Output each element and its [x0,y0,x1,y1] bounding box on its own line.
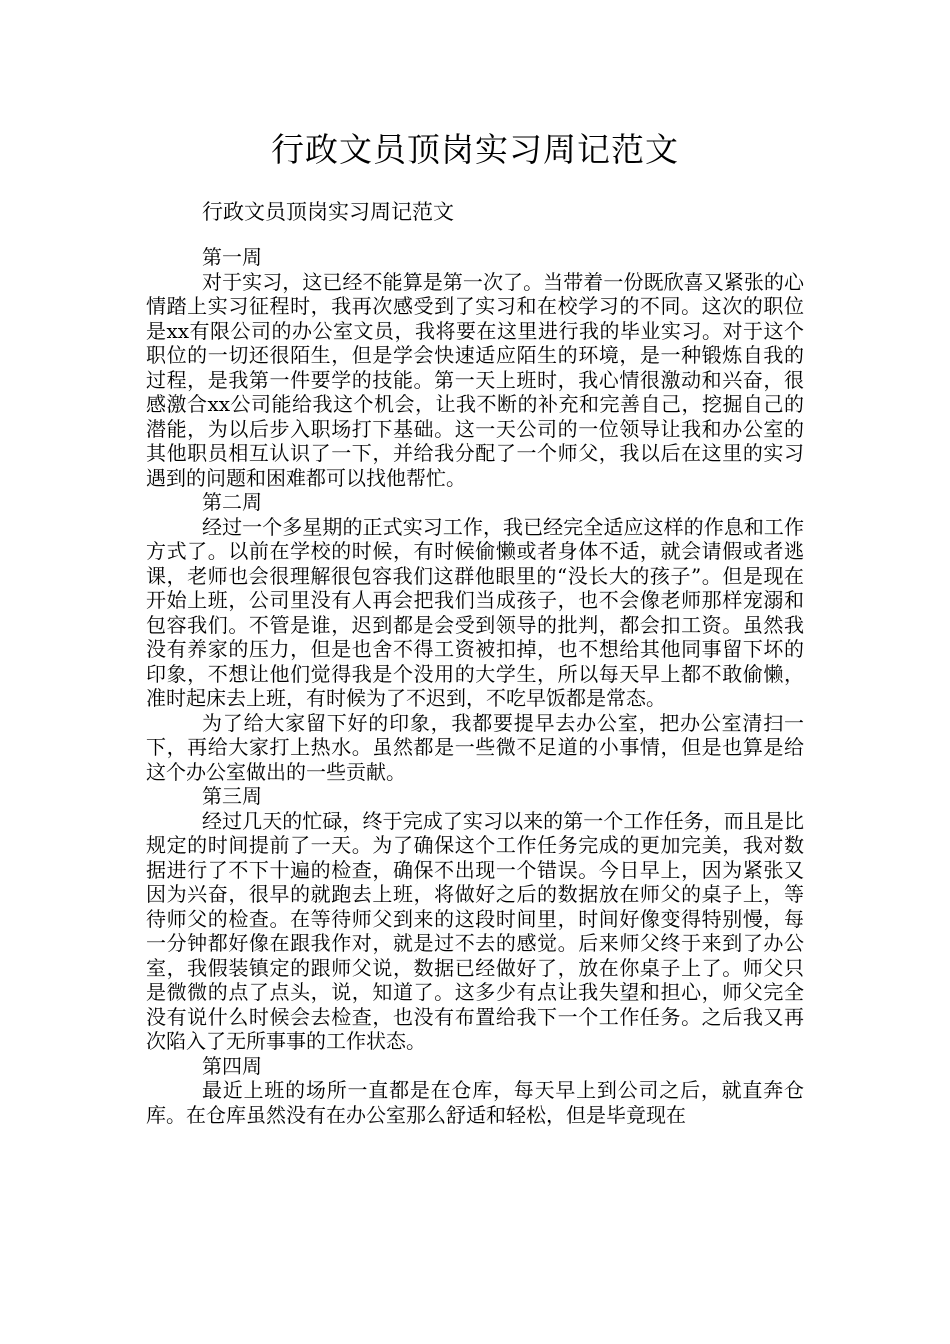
document-subtitle: 行政文员顶岗实习周记范文 [202,200,454,224]
document-body [146,245,804,1127]
section-heading-week-4: 第四周 [202,1053,262,1078]
document-title: 行政文员顶岗实习周记范文 [271,130,679,169]
section-heading-week-1: 第一周 [202,245,262,269]
paragraph-week-4: 最近上班的场所一直都是在仓库，每天早上到公司之后，就直奔仓库。在仓库虽然没有在办公室那么舒适和轻松，但是毕竟现在 [146,1078,804,1127]
paragraph-week-2-a: 经过一个多星期的正式实习工作，我已经完全适应这样的作息和工作方式了。以前在学校的时候，有时候偷懒或者身体不适，就会请假或者逃课，老师也会很理解很包容我们这群他眼里的“没长大的孩子”。但是现在开始上班，公司里没有人再会把我们当成孩子，也不会像老师那样宠溺和包容我们。不管是谁，迟到都是会受到领导的批判，都会扣工资。虽然我没有养家的压力，但是也舍不得工资被扣掉，也不想给其他同事留下坏的印象，不想让他们觉得我是个没用的大学生，所以每天早上都不敢偷懒，准时起床去上班，有时候为了不迟到，不吃早饭都是常态。 [146,514,804,710]
section-heading-week-3: 第三周 [202,784,262,808]
section-heading-week-2: 第二周 [202,490,262,514]
paragraph-week-3: 经过几天的忙碌，终于完成了实习以来的第一个工作任务，而且是比规定的时间提前了一天。为了确保这个工作任务完成的更加完美，我对数据进行了不下十遍的检查，确保不出现一个错误。今日早上，因为紧张又因为兴奋，很早的就跑去上班，将做好之后的数据放在师父的桌子上，等待师父的检查。在等待师父到来的这段时间里，时间好像变得特别慢，每一分钟都好像在跟我作对，就是过不去的感觉。后来师父终于来到了办公室，我假装镇定的跟师父说，数据已经做好了，放在你桌子上了。师父只是微微的点了点头，说，知道了。这多少有点让我失望和担心，师父完全没有说什么时候会去检查，也没有布置给我下一个工作任务。之后我又再次陷入了无所事事的工作状态。 [146,808,804,1053]
paragraph-week-2-b: 为了给大家留下好的印象，我都要提早去办公室，把办公室清扫一下，再给大家打上热水。虽然都是一些微不足道的小事情，但是也算是给这个办公室做出的一些贡献。 [146,710,804,784]
paragraph-week-1: 对于实习，这已经不能算是第一次了。当带着一份既欣喜又紧张的心情踏上实习征程时，我再次感受到了实习和在校学习的不同。这次的职位是xx有限公司的办公室文员，我将要在这里进行我的毕业实习。对于这个职位的一切还很陌生，但是学会快速适应陌生的环境，是一种锻炼自我的过程，是我第一件要学的技能。第一天上班时，我心情很激动和兴奋，很感激合xx公司能给我这个机会，让我不断的补充和完善自己，挖掘自己的潜能，为以后步入职场打下基础。这一天公司的一位领导让我和办公室的其他职员相互认识了一下，并给我分配了一个师父，我以后在这里的实习遇到的问题和困难都可以找他帮忙。 [146,269,804,490]
